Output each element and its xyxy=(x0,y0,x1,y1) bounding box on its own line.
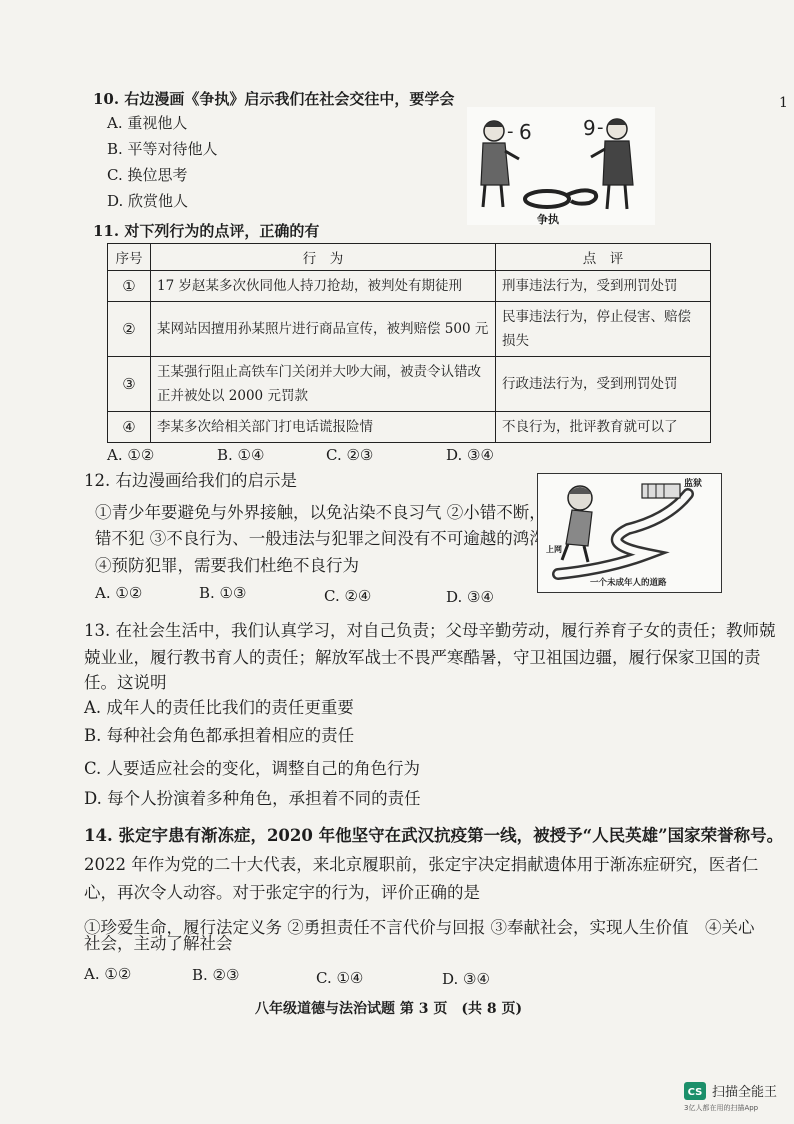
scanner-app-name: 扫描全能王 xyxy=(712,1085,778,1100)
q13-option-d: D. 每个人扮演着多种角色，承担着不同的责任 xyxy=(84,789,421,808)
left-number: 6 xyxy=(519,120,532,144)
q13-line-2: 兢业业，履行教书育人的责任；解放军战士不畏严寒酷暑，守卫祖国边疆，履行保家卫国的责 xyxy=(84,648,761,667)
evaluation-table xyxy=(107,243,711,443)
svg-text:CS: CS xyxy=(687,1087,703,1098)
q14-option-b: B. ②③ xyxy=(192,966,240,984)
table-header-row xyxy=(108,244,711,271)
row-no: ④ xyxy=(108,412,151,443)
header-behavior: 行 为 xyxy=(151,244,496,271)
q14-option-a: A. ①② xyxy=(84,965,132,983)
road-caption: 一个未成年人的道路 xyxy=(590,578,667,588)
q11-option-a: A. ①② xyxy=(107,446,155,464)
header-comment: 点 评 xyxy=(496,244,711,271)
q14-line-1: 14. 张定宇患有渐冻症，2020 年他坚守在武汉抗疫第一线，被授予“人民英雄”国家荣誉称号。 xyxy=(84,826,784,845)
q11-option-b: B. ①④ xyxy=(217,446,265,464)
q10-stem: 10. 右边漫画《争执》启示我们在社会交往中，要学会 xyxy=(93,90,455,108)
row-behavior: 李某多次给相关部门打电话谎报险情 xyxy=(151,412,496,443)
scanner-slogan: 3亿人都在用的扫描App xyxy=(684,1104,759,1112)
row-comment: 民事违法行为，停止侵害、赔偿损失 xyxy=(496,302,711,357)
q10-option-b: B. 平等对待他人 xyxy=(107,140,218,158)
row-comment: 刑事违法行为，受到刑罚处罚 xyxy=(496,271,711,302)
q12-line-3: ④预防犯罪，需要我们杜绝不良行为 xyxy=(95,556,359,575)
start-label: 上网 xyxy=(546,545,562,554)
boy-figure xyxy=(562,486,592,562)
q12-option-a: A. ①② xyxy=(95,584,143,602)
q12-option-b: B. ①③ xyxy=(199,584,247,602)
page-edge-mark: 1 xyxy=(779,95,788,111)
dispute-caption: 争执 xyxy=(537,213,559,226)
q12-option-d: D. ③④ xyxy=(446,588,494,606)
svg-text:-: - xyxy=(507,121,514,142)
q14-option-d: D. ③④ xyxy=(442,970,490,988)
row-behavior: 王某强行阻止高铁车门关闭并大吵大闹，被责令认错改正并被处以 2000 元罚款 xyxy=(151,357,496,412)
table-row xyxy=(108,302,711,357)
q12-line-1: ①青少年要避免与外界接触，以免沾染不良习气 ②小错不断，大 xyxy=(95,503,563,522)
row-comment: 行政违法行为，受到刑罚处罚 xyxy=(496,357,711,412)
q12-line-2: 错不犯 ③不良行为、一般违法与犯罪之间没有不可逾越的鸿沟 xyxy=(95,529,546,548)
svg-text:-: - xyxy=(597,117,604,138)
row-no: ① xyxy=(108,271,151,302)
q14-line-2: 2022 年作为党的二十大代表，来北京履职前，张定宇决定捐献遗体用于渐冻症研究，医者仁 xyxy=(84,855,759,874)
q13-option-b: B. 每种社会角色都承担着相应的责任 xyxy=(84,726,355,745)
q14-option-c: C. ①④ xyxy=(316,969,364,987)
minor-road-cartoon xyxy=(537,473,722,593)
q10-option-a: A. 重视他人 xyxy=(107,114,188,132)
row-comment: 不良行为，批评教育就可以了 xyxy=(496,412,711,443)
q11-option-d: D. ③④ xyxy=(446,446,494,464)
q13-option-a: A. 成年人的责任比我们的责任更重要 xyxy=(84,698,354,717)
q13-option-c: C. 人要适应社会的变化，调整自己的角色行为 xyxy=(84,759,421,778)
q14-line-5: 社会，主动了解社会 xyxy=(84,934,233,953)
table-row xyxy=(108,412,711,443)
q14-line-4: ①珍爱生命，履行法定义务 ②勇担责任不言代价与回报 ③奉献社会，实现人生价值 ④关心 xyxy=(84,918,755,937)
q11-stem: 11. 对下列行为的点评，正确的有 xyxy=(93,222,320,240)
q10-option-c: C. 换位思考 xyxy=(107,166,188,184)
page-footer: 八年级道德与法治试题 第 3 页 (共 8 页) xyxy=(255,1001,523,1017)
q12-option-c: C. ②④ xyxy=(324,587,372,605)
q12-stem: 12. 右边漫画给我们的启示是 xyxy=(84,471,297,490)
prison-label: 监狱 xyxy=(684,479,703,489)
row-no: ③ xyxy=(108,357,151,412)
q10-option-d: D. 欣赏他人 xyxy=(107,192,189,210)
header-no: 序号 xyxy=(108,244,151,271)
row-behavior: 某网站因擅用孙某照片进行商品宣传，被判赔偿 500 元 xyxy=(151,302,496,357)
table-row xyxy=(108,271,711,302)
dispute-cartoon xyxy=(467,107,655,225)
q11-option-c: C. ②③ xyxy=(326,446,374,464)
table-row xyxy=(108,357,711,412)
row-no: ② xyxy=(108,302,151,357)
q13-line-3: 任。这说明 xyxy=(84,673,167,692)
scanner-logo-icon xyxy=(684,1082,706,1100)
right-number: 9 xyxy=(583,116,596,140)
q13-line-1: 13. 在社会生活中，我们认真学习，对自己负责；父母辛勤劳动，履行养育子女的责任；教师兢 xyxy=(84,621,776,640)
row-behavior: 17 岁赵某多次伙同他人持刀抢劫，被判处有期徒刑 xyxy=(151,271,496,302)
q14-line-3: 心，再次令人动容。对于张定宇的行为，评价正确的是 xyxy=(84,883,480,902)
